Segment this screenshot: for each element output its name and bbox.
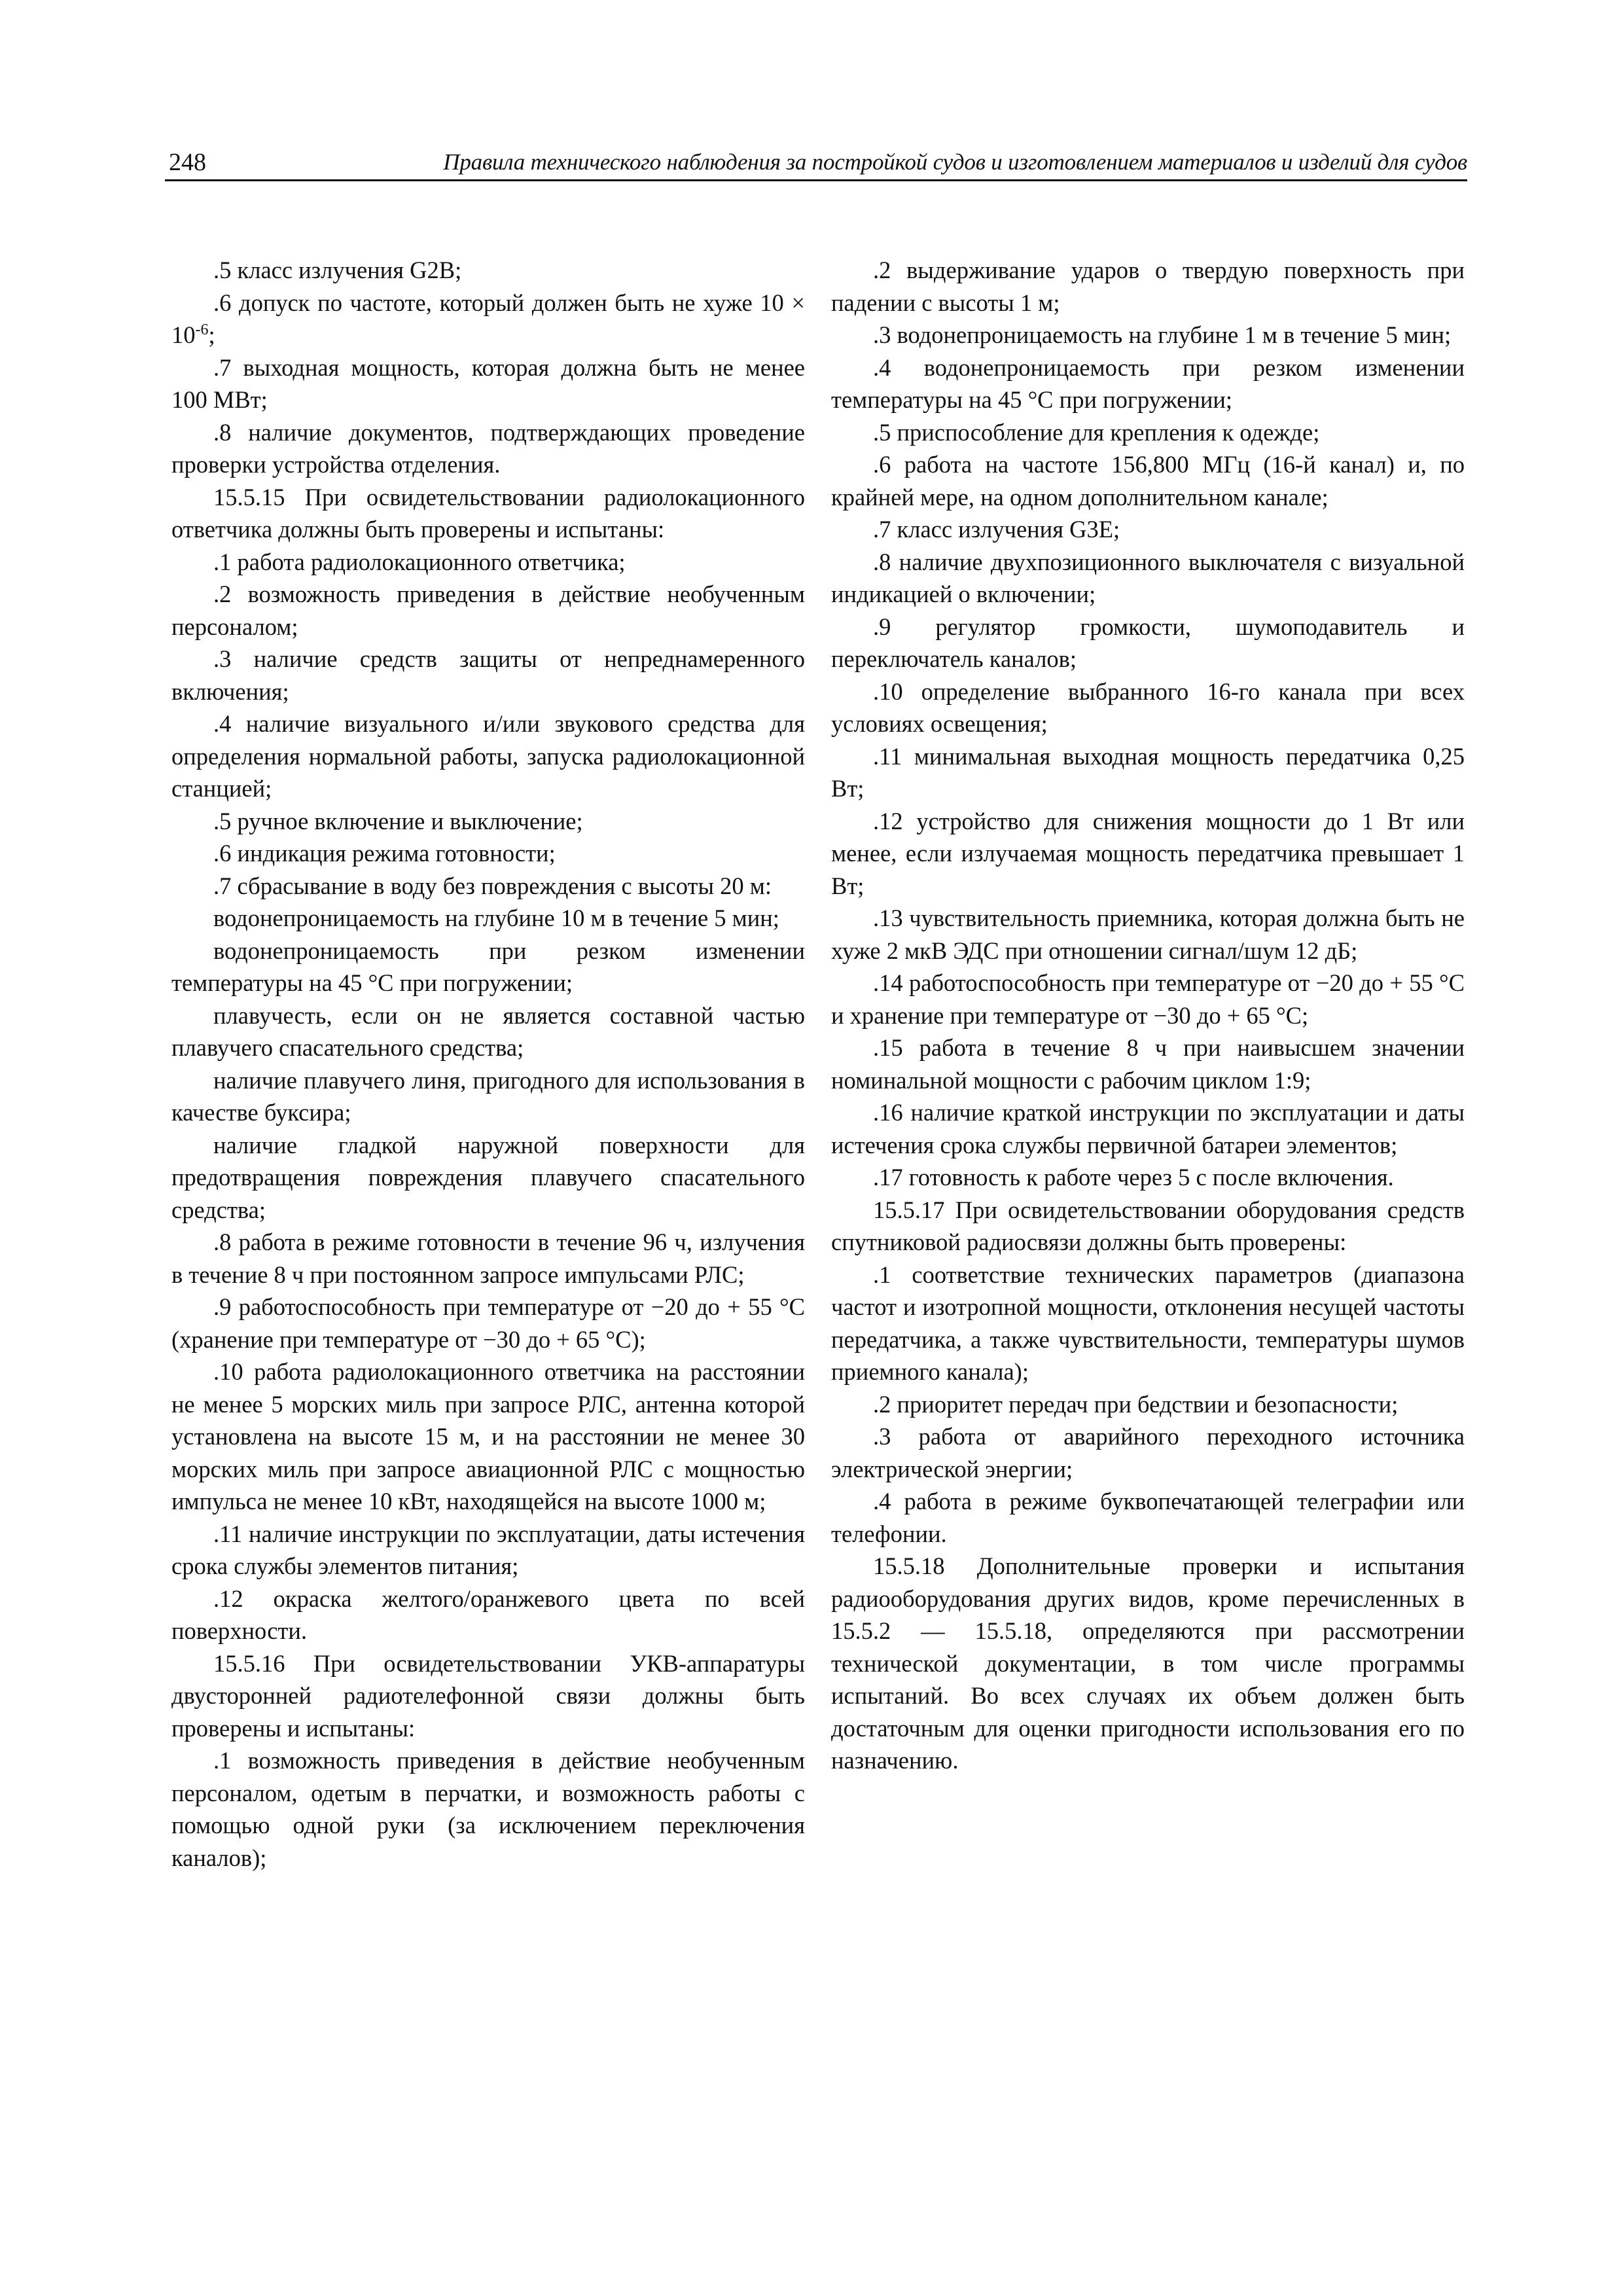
paragraph: .16 наличие краткой инструкции по эксплуатации и даты истечения срока службы первичной батареи элементов; [831, 1099, 1465, 1158]
paragraph: .8 работа в режиме готовности в течение 96 ч, излучения в течение 8 ч при постоянном запросе импульсами РЛС; [171, 1229, 805, 1288]
paragraph: .6 индикация режима готовности; [213, 840, 556, 867]
paragraph: .2 приоритет передач при бедствии и безопасности; [873, 1390, 1399, 1418]
paragraph: водонепроницаемость на глубине 10 м в течение 5 мин; [213, 905, 779, 931]
paragraph: .1 возможность приведения в действие необученным персоналом, одетым в перчатки, и возможность работы с помощью одной руки (за исключением переключения каналов); [171, 1747, 805, 1871]
paragraph: .8 наличие документов, подтверждающих проведение проверки устройства отделения. [171, 418, 805, 478]
paragraph-tail: ; [208, 321, 215, 348]
paragraph: .10 определение выбранного 16-го канала при всех условиях освещения; [831, 677, 1465, 737]
running-title: Правила технического наблюдения за постройкой судов и изготовлением материалов и изделий для судов [443, 149, 1467, 175]
section-paragraph: 15.5.17 При освидетельствовании оборудования средств спутниковой радиосвязи должны быть проверены: [831, 1196, 1465, 1255]
paragraph: .5 ручное включение и выключение; [213, 807, 583, 834]
paragraph: .2 выдерживание ударов о твердую поверхность при падении с высоты 1 м; [831, 257, 1465, 316]
paragraph: .3 работа от аварийного переходного источника электрической энергии; [831, 1423, 1465, 1482]
paragraph: .14 работоспособность при температуре от −20 до + 55 °С и хранение при температуре от −30 до + 65 °С; [831, 969, 1465, 1029]
paragraph: плавучесть, если он не является составной частью плавучего спасательного средства; [171, 1001, 805, 1061]
paragraph: водонепроницаемость при резком изменении температуры на 45 °С при погружении; [171, 937, 805, 996]
paragraph: .7 класс излучения G3E; [873, 516, 1120, 543]
paragraph: .15 работа в течение 8 ч при наивысшем значении номинальной мощности с рабочим циклом 1:9; [831, 1034, 1465, 1094]
paragraph: .11 минимальная выходная мощность передатчика 0,25 Вт; [831, 742, 1465, 802]
paragraph: .12 устройство для снижения мощности до 1 Вт или менее, если излучаемая мощность передатчика превышает 1 Вт; [831, 807, 1465, 899]
superscript: -6 [195, 321, 209, 338]
paragraph: .4 наличие визуального и/или звукового средства для определения нормальной работы, запуска радиолокационной станцией; [171, 710, 805, 802]
paragraph: .9 регулятор громкости, шумоподавитель и переключатель каналов; [831, 613, 1465, 672]
paragraph: .6 работа на частоте 156,800 МГц (16-й канал) и, по крайней мере, на одном дополнительном канале; [831, 451, 1465, 511]
paragraph: .5 приспособление для крепления к одежде; [873, 418, 1320, 446]
paragraph: .3 водонепроницаемость на глубине 1 м в течение 5 мин; [873, 321, 1452, 348]
paragraph: .17 готовность к работе через 5 с после включения. [873, 1164, 1394, 1191]
paragraph: .2 возможность приведения в действие необученным персоналом; [171, 581, 805, 640]
section-paragraph: 15.5.16 При освидетельствовании УКВ-аппаратуры двусторонней радиотелефонной связи должны быть проверены и испытаны: [171, 1649, 805, 1742]
page-header [165, 148, 1467, 181]
paragraph: наличие плавучего линя, пригодного для использования в качестве буксира; [171, 1066, 805, 1126]
page-number: 248 [169, 149, 206, 176]
paragraph: .9 работоспособность при температуре от −20 до + 55 °С (хранение при температуре от −30 до + 65 °С); [171, 1293, 805, 1353]
paragraph [171, 287, 805, 351]
paragraph: .3 наличие средств защиты от непреднамеренного включения; [171, 645, 805, 705]
paragraph: .7 сбрасывание в воду без повреждения с высоты 20 м: [213, 872, 772, 899]
paragraph: .1 соответствие технических параметров (диапазона частот и изотропной мощности, отклонения несущей частоты передатчика, а также чувствительности, температуры шумов приемного канала); [831, 1261, 1465, 1385]
paragraph: наличие гладкой наружной поверхности для предотвращения повреждения плавучего спасательного средства; [171, 1131, 805, 1223]
left-column [171, 254, 805, 1874]
section-paragraph: 15.5.18 Дополнительные проверки и испытания радиооборудования других видов, кроме перечисленных в 15.5.2 — 15.5.18, определяются при рассмотрении технической документации, в том числе программы испытаний. Во всех случаях их объем должен быть достаточным для оценки пригодности использования его по назначению. [831, 1552, 1465, 1774]
paragraph: .4 водонепроницаемость при резком изменении температуры на 45 °С при погружении; [831, 353, 1465, 413]
paragraph: .8 наличие двухпозиционного выключателя с визуальной индикацией о включении; [831, 548, 1465, 607]
right-column [831, 254, 1465, 1777]
paragraph: .10 работа радиолокационного ответчика на расстоянии не менее 5 морских миль при запросе РЛС, антенна которой установлена на высоте 15 м, и на расстоянии не менее 30 морских миль при запросе авиационной РЛС с мощностью импульса не менее 10 кВт, находящейся на высоте 1000 м; [171, 1358, 805, 1515]
section-paragraph: 15.5.15 При освидетельствовании радиолокационного ответчика должны быть проверены и испытаны: [171, 483, 805, 543]
paragraph: .7 выходная мощность, которая должна быть не менее 100 МВт; [171, 353, 805, 413]
paragraph: .13 чувствительность приемника, которая должна быть не хуже 2 мкВ ЭДС при отношении сигнал/шум 12 дБ; [831, 905, 1465, 964]
paragraph-text: .6 допуск по частоте, который должен быть не хуже 10 × 10 [171, 289, 805, 348]
paragraph: .12 окраска желтого/оранжевого цвета по всей поверхности. [171, 1585, 805, 1644]
paragraph: .5 класс излучения G2B; [213, 257, 462, 283]
paragraph: .11 наличие инструкции по эксплуатации, даты истечения срока службы элементов питания; [171, 1520, 805, 1579]
paragraph: .1 работа радиолокационного ответчика; [213, 548, 626, 575]
paragraph: .4 работа в режиме буквопечатающей телеграфии или телефонии. [831, 1488, 1465, 1547]
